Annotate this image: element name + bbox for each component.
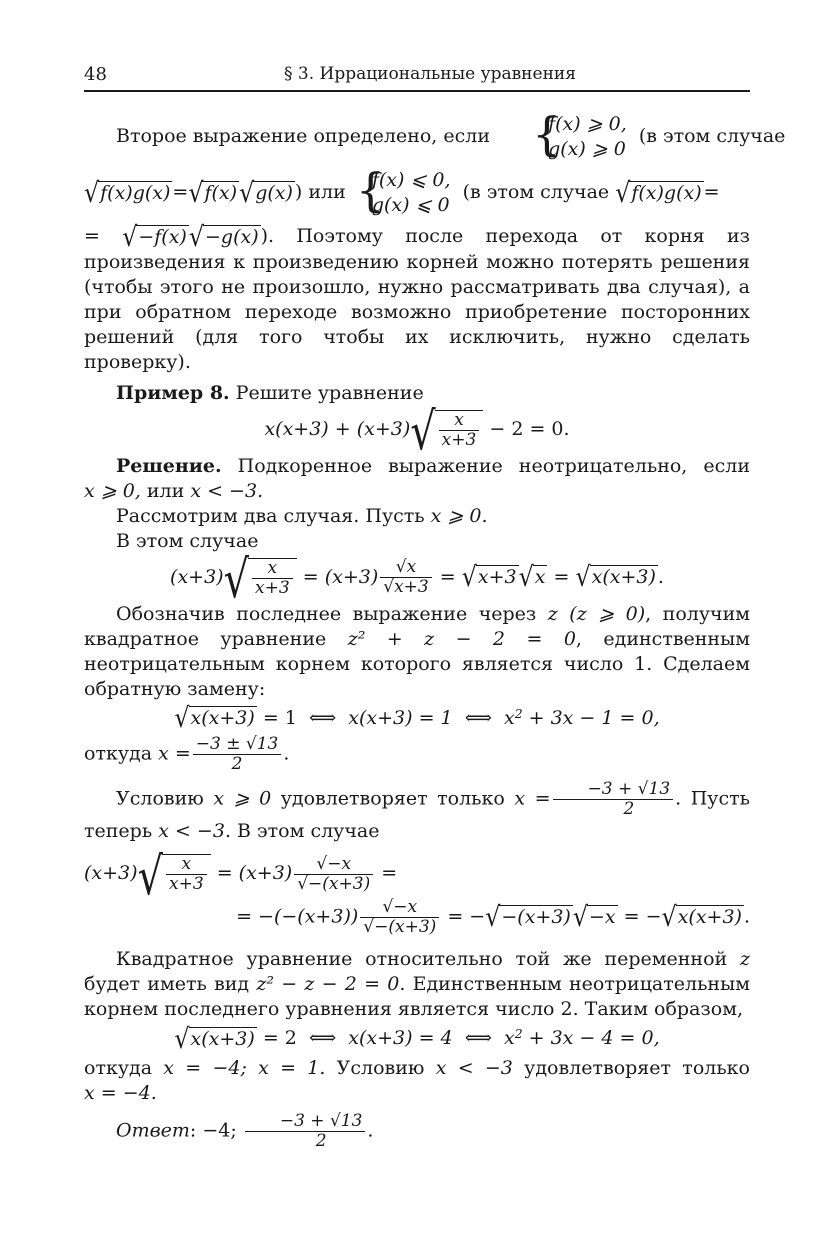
substitution-paragraph bbox=[84, 602, 750, 702]
math-inline: x < −3 bbox=[158, 820, 225, 842]
text-span: Условию bbox=[336, 1056, 425, 1079]
equation-case2-line2: = −(−(x+3)) $\frac{√-x}{√-(x+3)}$ = −√−(x+3)√−x = −√x(x+3) . bbox=[236, 897, 750, 937]
page bbox=[84, 58, 786, 1151]
math-inline: x = −4; x = 1. bbox=[163, 1056, 326, 1079]
text-span: Второе выражение определено, если bbox=[116, 125, 491, 147]
case1-intro bbox=[84, 529, 750, 554]
sqrt-mf: √−f(x) bbox=[122, 220, 187, 253]
system-row: g(x) ⩽ 0 bbox=[371, 194, 450, 216]
answer-label: Ответ bbox=[116, 1119, 190, 1141]
equation-back-sub-2: √x(x+3) = 2 ⟺ x(x+3) = 4 ⟺ $x^2 + 3x - 4 = 0$, bbox=[174, 1022, 660, 1055]
sqrt-f: √f(x) bbox=[188, 176, 238, 209]
condition-paragraph bbox=[84, 780, 750, 844]
text-span: удовлетворяет только bbox=[524, 1056, 750, 1079]
fraction-roots: $\frac{-3 \pm √13}{2}$ bbox=[193, 735, 282, 774]
quadratic-paragraph bbox=[84, 947, 750, 1022]
solution-label: Решение. bbox=[116, 454, 222, 477]
text-span: будет иметь вид bbox=[84, 973, 250, 995]
math-inline: x ⩾ 0 bbox=[213, 787, 272, 810]
math-inline: x ⩾ 0. bbox=[430, 504, 488, 527]
system-nonneg bbox=[502, 112, 627, 162]
math-inline: z² − z − 2 = 0 bbox=[256, 973, 400, 995]
math-inline: z bbox=[739, 948, 750, 970]
formula-line-1: √f(x)g(x) =√f(x)√g(x) ) или { f(x) ⩽ 0, g(x) ⩽ 0 (в этом случае √f(x)g(x) = bbox=[84, 168, 750, 218]
answer-fraction: $\frac{-3 + √13}{2}$ bbox=[245, 1112, 366, 1151]
system-nonpos bbox=[358, 168, 451, 218]
text-span: . Поэтому после перехода от корня из произведения к произведению корней можно потерять решения (чтобы этого не произошло, нужно рассматривать два случая), а при обратном переходе возможно приобретение посторонних решений (для того чтобы их исключить, нужно сделать проверку). bbox=[84, 225, 750, 373]
math-inline: x = bbox=[514, 787, 551, 810]
answer-value: −4; bbox=[202, 1119, 237, 1141]
text-span: Рассмотрим два случая. Пусть bbox=[116, 504, 425, 527]
text-span: или bbox=[146, 479, 185, 502]
text-span: В этом случае bbox=[116, 529, 259, 552]
text-span: Условию bbox=[116, 787, 204, 810]
system-row: { f(x) ⩽ 0, bbox=[371, 169, 451, 191]
system-row: { f(x) ⩾ 0, bbox=[548, 113, 627, 135]
roots-line: откуда x = $\frac{-3 \pm √13}{2}$ . bbox=[84, 734, 290, 774]
text-span: откуда bbox=[84, 1056, 153, 1079]
text-span: . В этом случае bbox=[224, 820, 380, 842]
text-span: или bbox=[308, 181, 346, 203]
fraction-root-plus: $\frac{-3 + √13}{2}$ bbox=[553, 780, 674, 819]
cases-paragraph bbox=[84, 504, 750, 529]
math-inline: x ⩾ 0, bbox=[84, 479, 141, 502]
final-roots-line bbox=[84, 1056, 750, 1106]
text-span: . Пусть теперь bbox=[84, 787, 750, 842]
paragraph-continuation: = √−f(x)√−g(x) ). Поэтому после перехода от корня из произведения к произведению корней можно потерять решения (чтобы этого не произошло, нужно рассматривать два случая), а при обратном переходе возможно приобретение посторонних решений (для того чтобы их исключить, нужно сделать проверку). bbox=[84, 220, 750, 373]
equation-back-sub-1: √x(x+3) = 1 ⟺ x(x+3) = 1 ⟺ $x^2 + 3x - 1 = 0$, bbox=[174, 701, 660, 735]
answer-line: Ответ: −4; $\frac{-3 + √13}{2}$ . bbox=[116, 1110, 374, 1151]
text-span: Подкоренное выражение неотрицательно, если bbox=[237, 454, 750, 477]
sqrt-g: √g(x) bbox=[239, 176, 293, 209]
text-span: , единственным неотрицательным корнем которого является число 1. Сделаем обратную замену: bbox=[84, 627, 750, 700]
example-task: Решите уравнение bbox=[235, 381, 424, 404]
math-inline: x < −3 bbox=[435, 1056, 513, 1079]
page-number: 48 bbox=[84, 64, 107, 85]
page-body bbox=[84, 92, 786, 1151]
equation-case1: (x+3)√ $\frac{x}{x+3}$ = (x+3) $\frac{√x}{√x+3}$ = √x+3√x = √x(x+3) . bbox=[170, 549, 664, 610]
example-label: Пример 8. bbox=[116, 381, 230, 404]
text-span: (в этом случае bbox=[638, 125, 786, 147]
math-inline: x < −3. bbox=[190, 479, 264, 502]
sqrt-fg-2: √f(x)g(x) bbox=[615, 176, 702, 209]
equation-main: x(x+3) + (x+3)√ $\frac{x}{x+3}$ − 2 = 0. bbox=[264, 401, 570, 462]
text-span: (в этом случае bbox=[462, 181, 610, 203]
math-inline: x = −4. bbox=[84, 1081, 157, 1104]
running-header bbox=[84, 58, 750, 92]
text-span: Обозначив последнее выражение через bbox=[116, 602, 537, 625]
text-span: Квадратное уравнение относительно той же переменной bbox=[116, 948, 728, 970]
paragraph-domain bbox=[84, 112, 786, 162]
text-span: откуда bbox=[84, 742, 153, 765]
text-span: удовлетворяет только bbox=[280, 787, 505, 810]
equation-case2-line1: (x+3)√ $\frac{x}{x+3}$ = (x+3) $\frac{√-x}{√-(x+3)}$ = bbox=[84, 846, 398, 907]
math-inline: z² + z − 2 = 0 bbox=[347, 627, 576, 650]
text-span: . Единственным неотрицательным корнем последнего уравнения является число 2. Таким образом, bbox=[84, 973, 750, 1020]
sqrt-fg: √f(x)g(x) bbox=[84, 176, 171, 209]
running-head: § 3. Иррациональные уравнения bbox=[284, 64, 576, 84]
system-row: g(x) ⩾ 0 bbox=[548, 138, 626, 160]
sqrt-frac: √ $\frac{x}{x+3}$ bbox=[410, 410, 483, 450]
sqrt-mg: √−g(x) bbox=[188, 220, 259, 253]
math-inline: z (z ⩾ 0) bbox=[547, 602, 646, 625]
text-span: , получим квадратное уравнение bbox=[84, 602, 751, 650]
